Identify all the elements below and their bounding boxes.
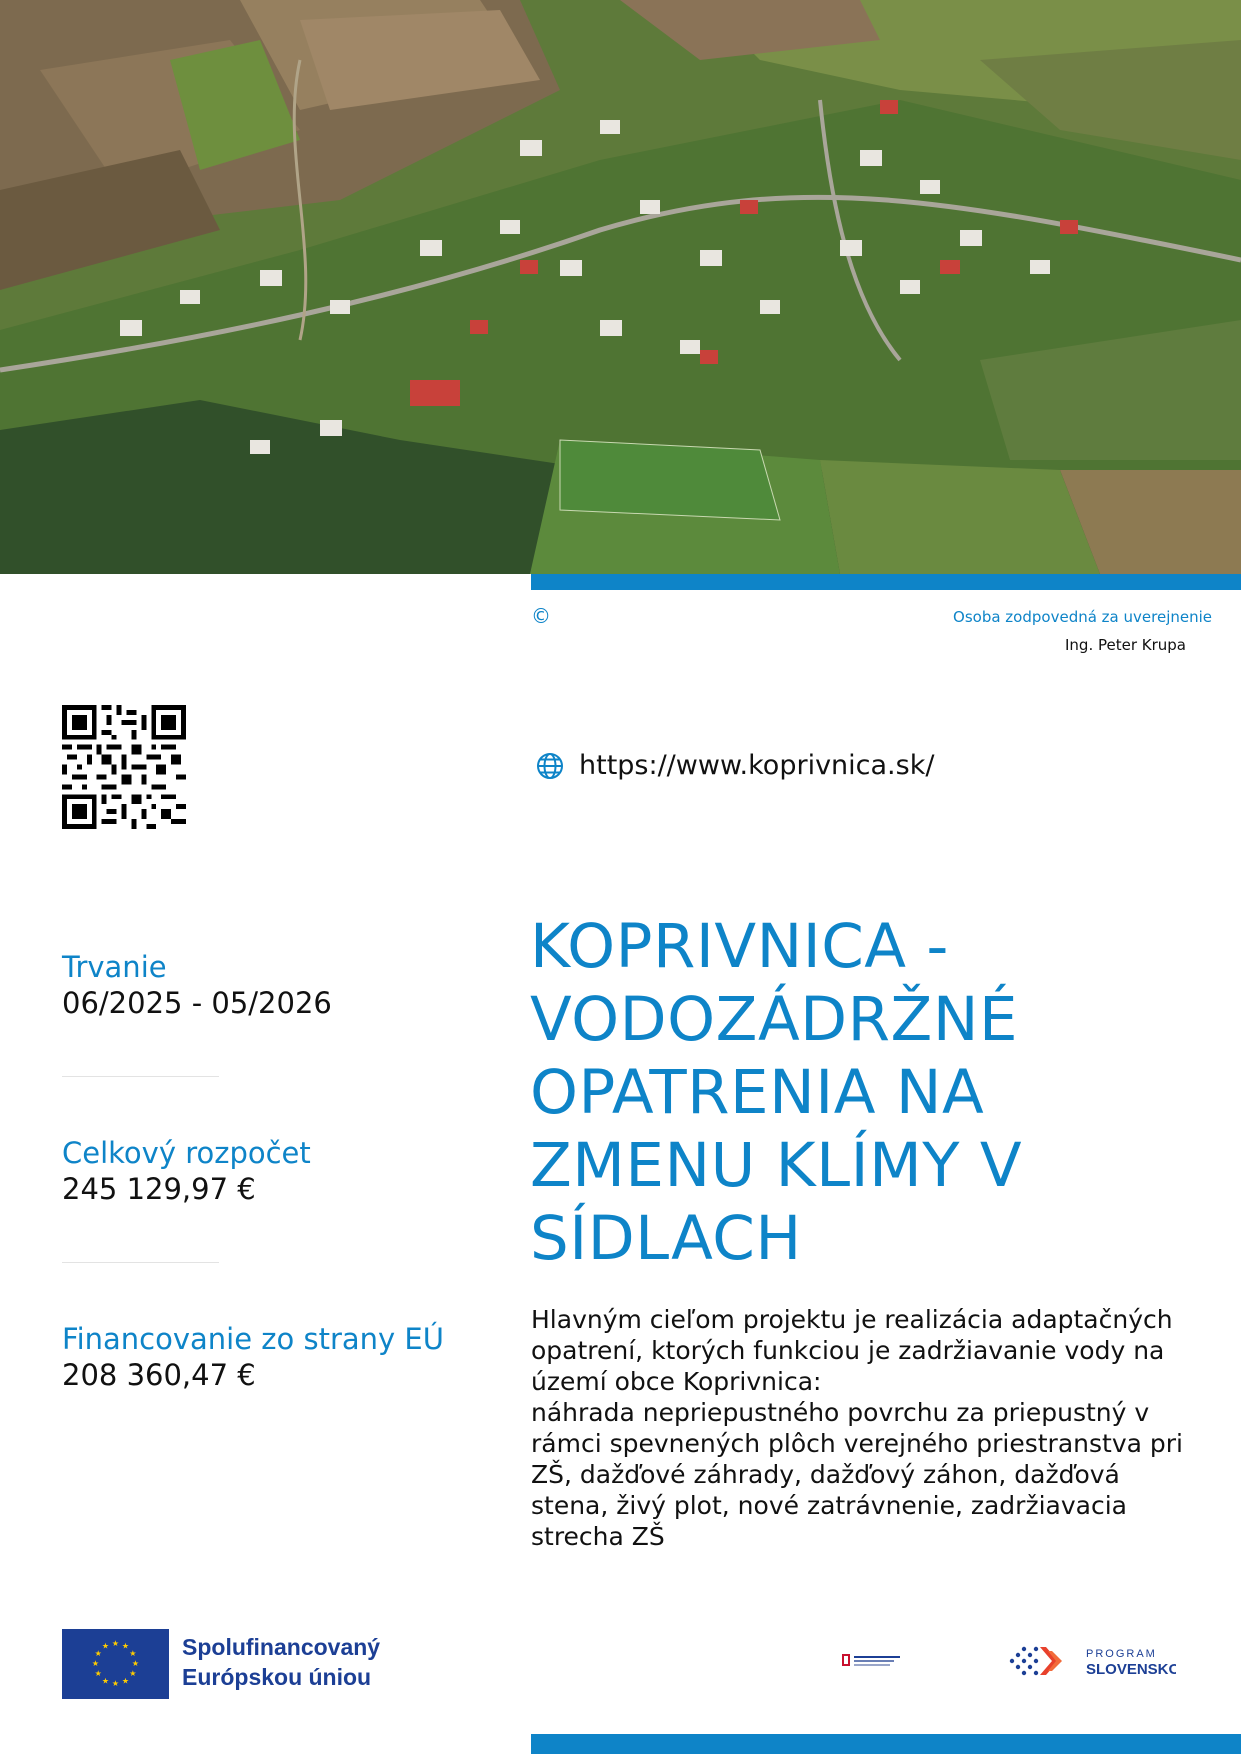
accent-bar-top xyxy=(531,574,1241,590)
eu-funding-label: Financovanie zo strany EÚ xyxy=(62,1322,444,1356)
divider xyxy=(62,1262,219,1263)
responsible-person-label: Osoba zodpovedná za uverejnenie xyxy=(953,608,1212,626)
svg-text:★: ★ xyxy=(111,1639,120,1648)
ministry-logo xyxy=(842,1650,904,1674)
svg-text:★: ★ xyxy=(121,1676,130,1686)
responsible-person-name: Ing. Peter Krupa xyxy=(1065,636,1186,654)
project-description: Hlavným cieľom projektu je realizácia adaptačných opatrení, ktorých funkciou je zadržiavanie vody na území obce Koprivnica: náhrada nepriepustného povrchu za priepustný v rámci spevnených plôch verejného priestranstva pri ZŠ, dažďové záhrady, dažďový záhon, dažďová stena, živý plot, nové zatrávnenie, zadržiavacia strecha ZŠ xyxy=(531,1305,1183,1551)
svg-text:★: ★ xyxy=(129,1669,137,1678)
program-big-text: SLOVENSKO xyxy=(1086,1661,1176,1678)
project-title: KOPRIVNICA - VODOZÁDRŽNÉ OPATRENIA NA ZMENU KLÍMY V SÍDLACH xyxy=(530,911,1023,1274)
program-slovensko-logo xyxy=(1006,1641,1176,1681)
duration-label: Trvanie xyxy=(62,950,167,984)
svg-text:★: ★ xyxy=(101,1641,110,1651)
divider xyxy=(62,1076,219,1077)
svg-text:★: ★ xyxy=(94,1669,102,1678)
svg-text:★: ★ xyxy=(94,1649,102,1658)
website-link[interactable] xyxy=(535,750,934,781)
qr-code[interactable] xyxy=(62,705,186,829)
eu-funding-value: 208 360,47 € xyxy=(62,1358,256,1392)
accent-bar-bottom xyxy=(531,1734,1241,1754)
aerial-village-photo xyxy=(0,0,1241,574)
svg-text:★: ★ xyxy=(131,1659,140,1668)
budget-label: Celkový rozpočet xyxy=(62,1136,311,1170)
svg-text:★: ★ xyxy=(101,1676,110,1686)
eu-logo-line-2: Európskou úniou xyxy=(182,1664,372,1690)
svg-text:★: ★ xyxy=(111,1679,120,1688)
eu-flag-logo xyxy=(62,1629,169,1699)
eu-cofinanced-text xyxy=(182,1632,380,1692)
duration-value: 06/2025 - 05/2026 xyxy=(62,986,332,1020)
svg-text:★: ★ xyxy=(129,1649,137,1658)
copyright-symbol: © xyxy=(531,604,551,628)
website-url[interactable]: https://www.koprivnica.sk/ xyxy=(579,750,935,781)
globe-icon xyxy=(535,751,565,781)
eu-logo-line-1: Spolufinancovaný xyxy=(182,1634,381,1660)
budget-value: 245 129,97 € xyxy=(62,1172,256,1206)
program-small-text: PROGRAM xyxy=(1086,1648,1157,1660)
svg-text:★: ★ xyxy=(91,1659,100,1668)
svg-text:★: ★ xyxy=(121,1641,130,1651)
